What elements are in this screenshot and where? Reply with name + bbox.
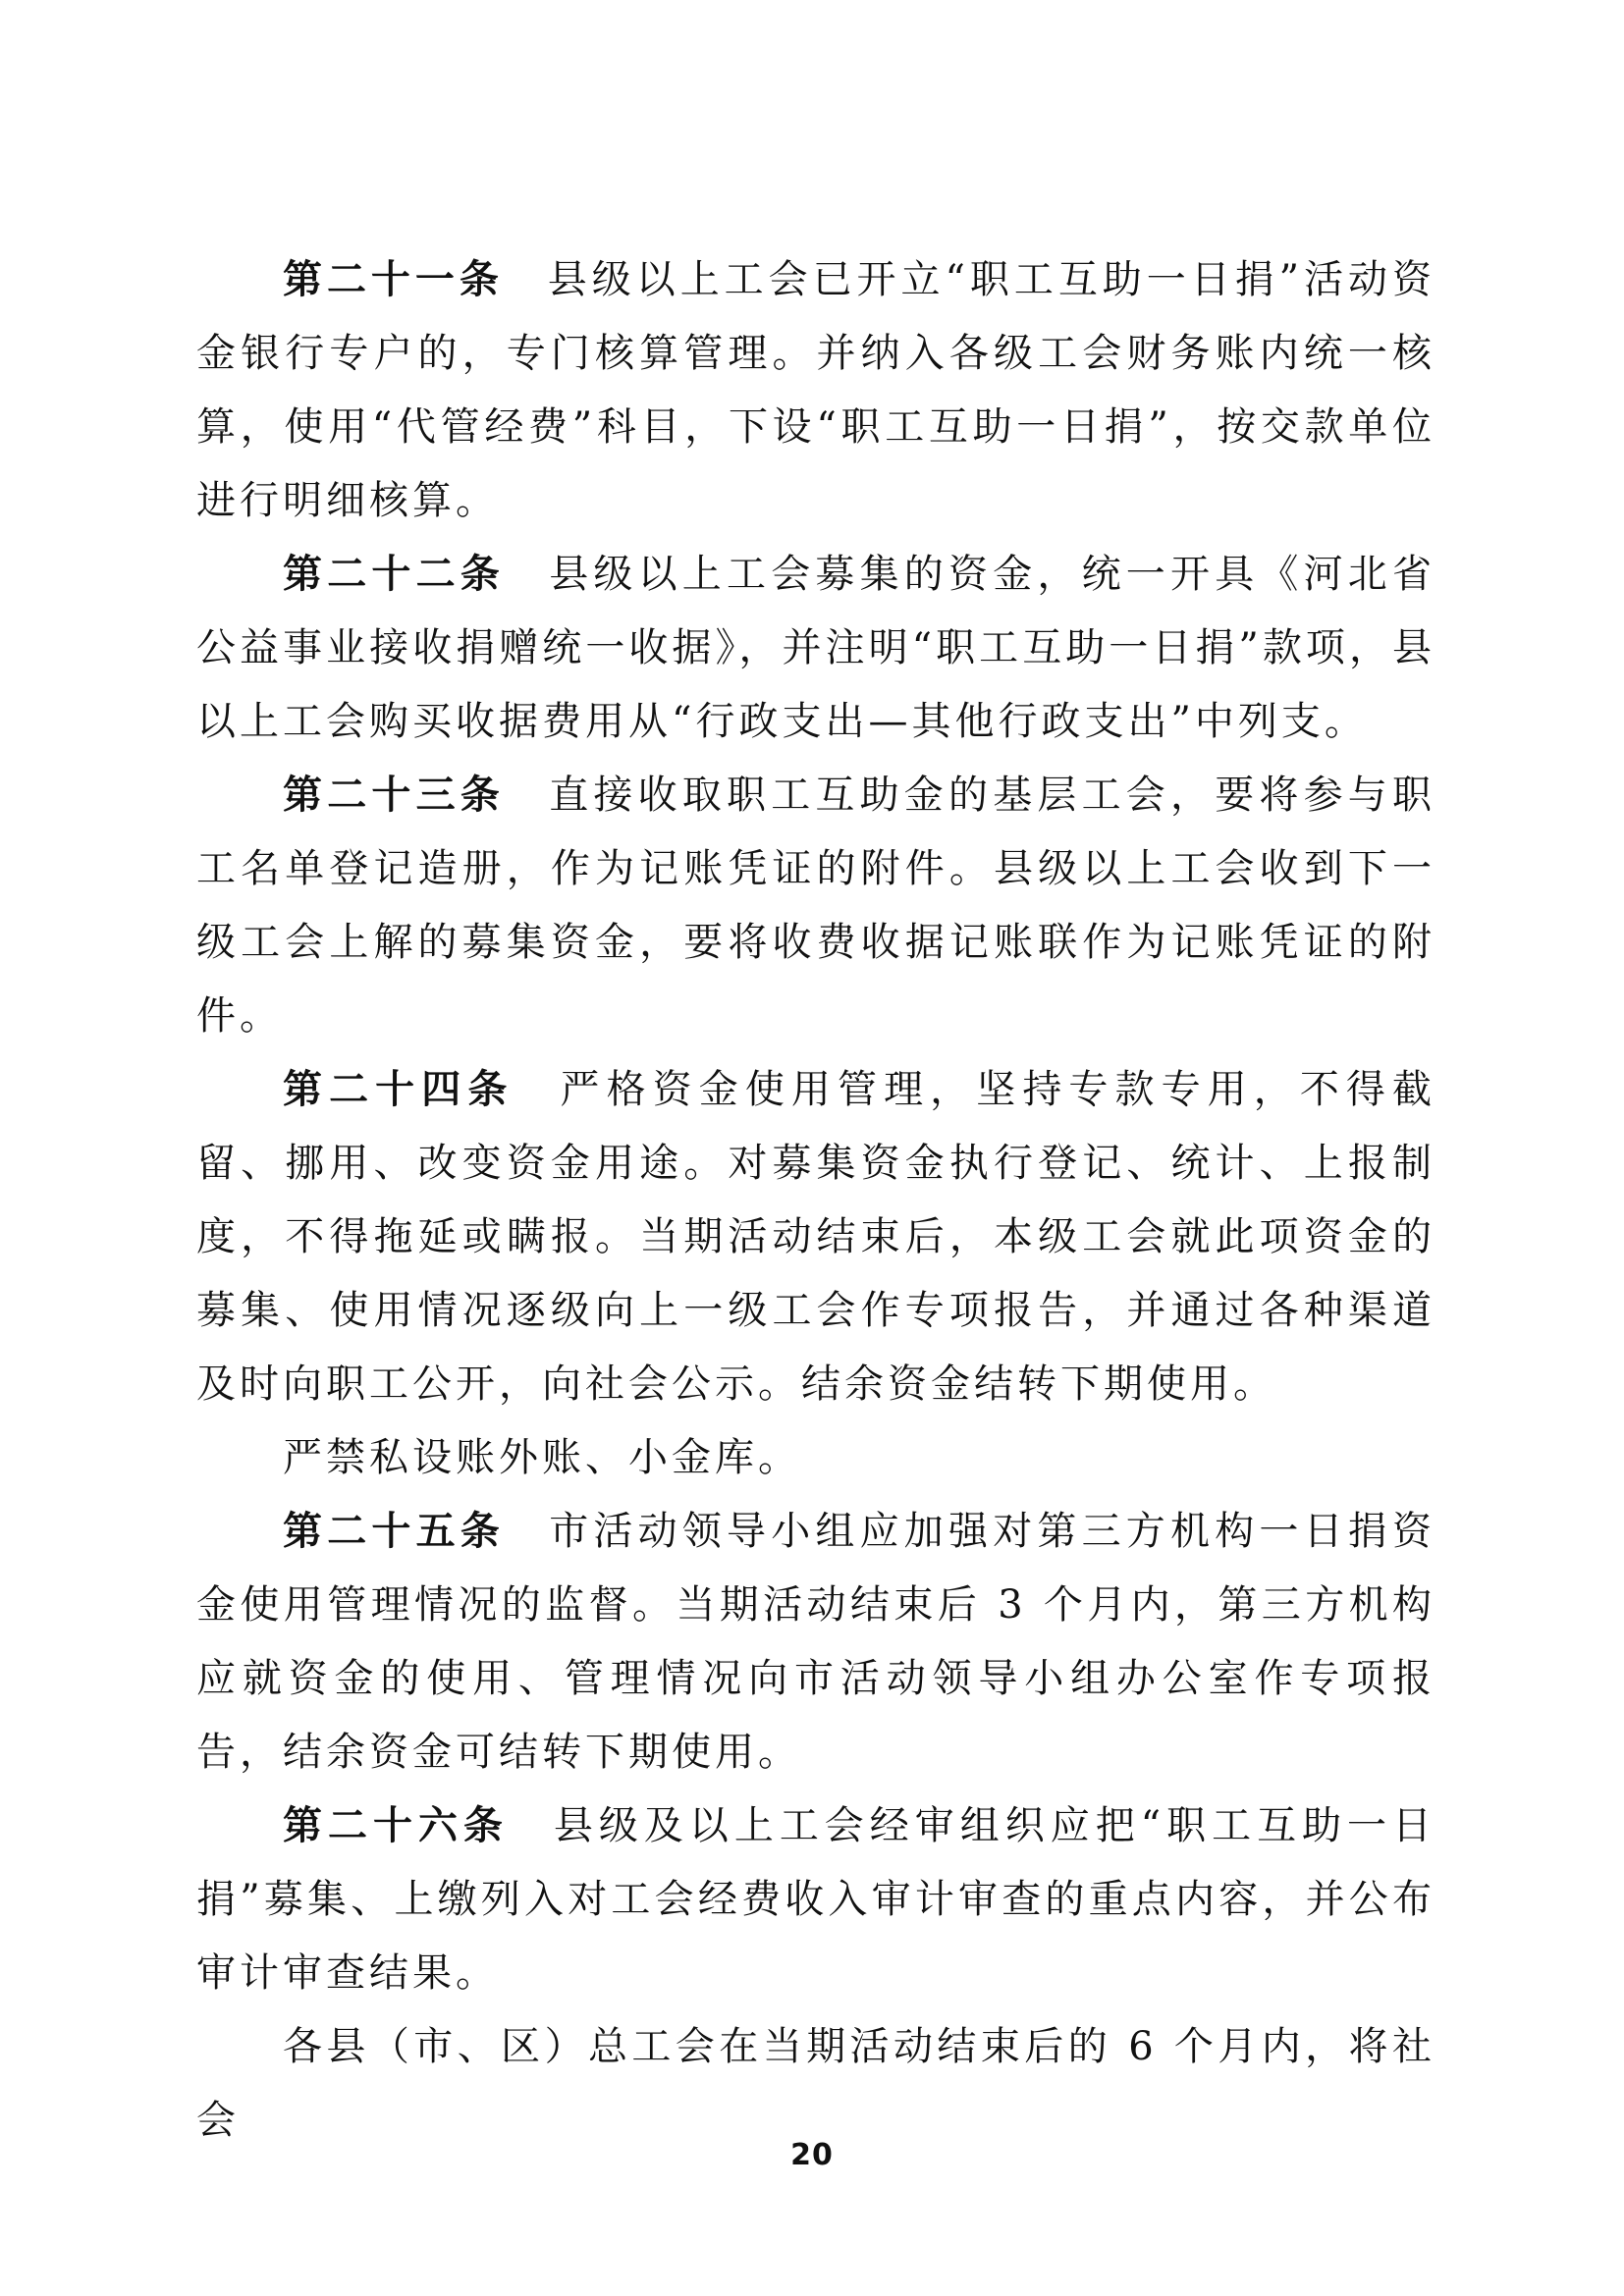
article-text: 直接收取职工互助金的基层工会，要将参与职工名单登记造册，作为记账凭证的附件。县级以上工会收到下一级工会上解的募集资金，要将收费收据记账联作为记账凭证的附件。	[196, 773, 1436, 1039]
article-heading: 第二十四条	[283, 1067, 514, 1112]
page-number: 20	[790, 2138, 834, 2172]
article-22	[196, 538, 1435, 759]
article-25	[196, 1495, 1435, 1789]
article-24	[196, 1053, 1435, 1421]
paragraph-text: 严禁私设账外账、小金库。	[283, 1435, 801, 1480]
article-heading: 第二十五条	[283, 1509, 505, 1554]
article-text: 严格资金使用管理，坚持专款专用，不得截留、挪用、改变资金用途。对募集资金执行登记、统计、上报制度，不得拖延或瞒报。当期活动结束后，本级工会就此项资金的募集、使用情况逐级向上一级工会作专项报告，并通过各种渠道及时向职工公开，向社会公示。结余资金结转下期使用。	[196, 1067, 1436, 1407]
article-heading: 第二十二条	[283, 552, 505, 597]
article-heading: 第二十六条	[283, 1803, 509, 1848]
article-26	[196, 1789, 1435, 2010]
article-heading: 第二十三条	[283, 773, 505, 818]
article-24-note	[196, 1421, 1435, 1495]
article-heading: 第二十一条	[283, 257, 504, 302]
article-text: 县级及以上工会经审组织应把“职工互助一日捐”募集、上缴列入对工会经费收入审计审查的重点内容，并公布审计审查结果。	[196, 1803, 1436, 1996]
article-26-continued	[196, 2010, 1435, 2158]
article-text: 市活动领导小组应加强对第三方机构一日捐资金使用管理情况的监督。当期活动结束后 3 个月内，第三方机构应就资金的使用、管理情况向市活动领导小组办公室作专项报告，结余资金可结转下期使用。	[196, 1509, 1436, 1775]
paragraph-text: 各县（市、区）总工会在当期活动结束后的 6 个月内，将社会	[196, 2024, 1435, 2143]
document-body	[196, 243, 1435, 2158]
article-21	[196, 243, 1435, 538]
article-text: 县级以上工会募集的资金，统一开具《河北省公益事业接收捐赠统一收据》，并注明“职工互助一日捐”款项，县以上工会购买收据费用从“行政支出—其他行政支出”中列支。	[196, 552, 1436, 744]
article-23	[196, 759, 1435, 1053]
article-text: 县级以上工会已开立“职工互助一日捐”活动资金银行专户的，专门核算管理。并纳入各级工会财务账内统一核算，使用“代管经费”科目，下设“职工互助一日捐”，按交款单位进行明细核算。	[196, 257, 1435, 523]
